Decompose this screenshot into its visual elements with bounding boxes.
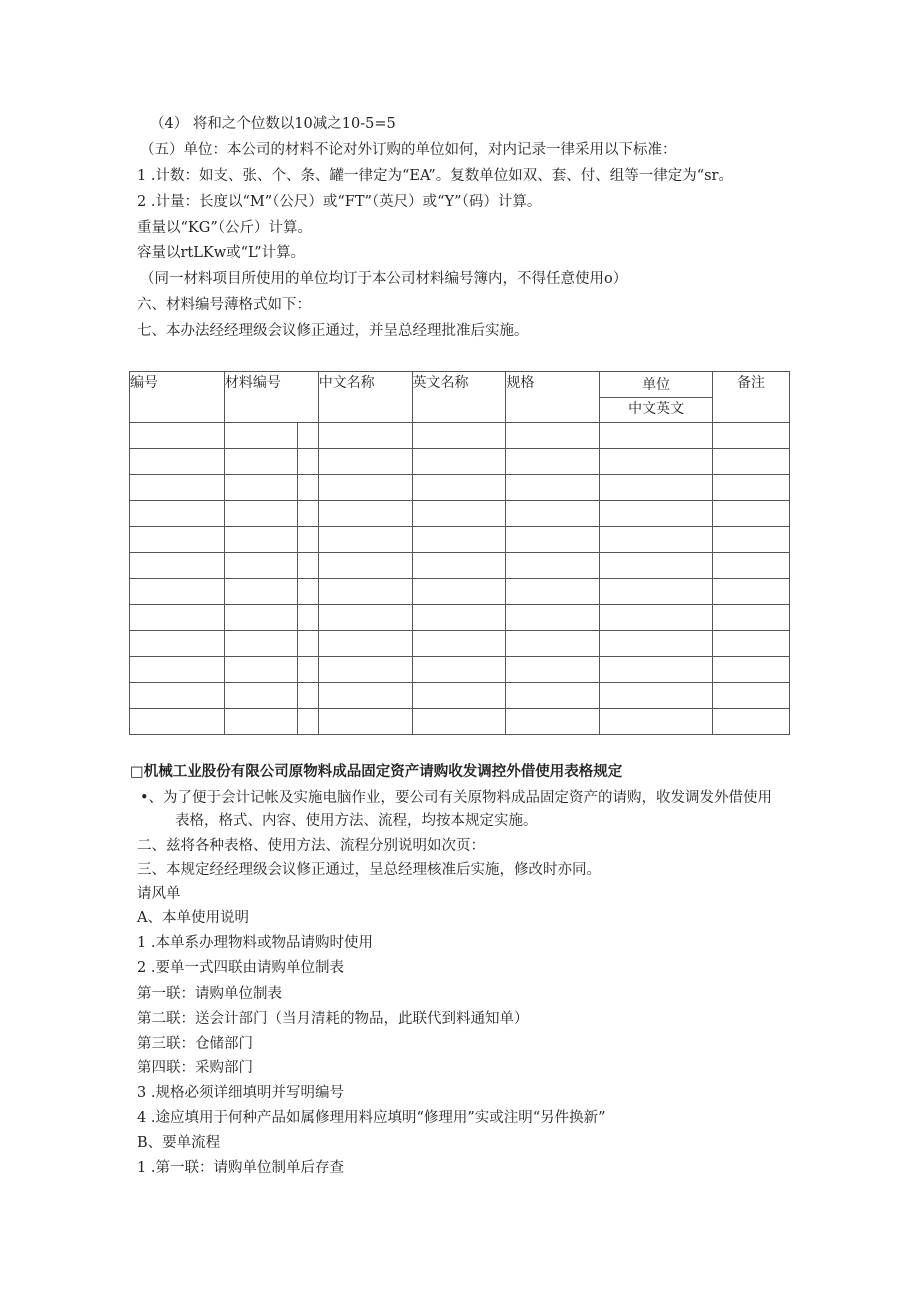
table-cell: [130, 657, 225, 683]
table-cell: [713, 423, 790, 449]
table-cell: [318, 553, 412, 579]
text-line: （五）单位：本公司的材料不论对外订购的单位如何，对内记录一律采用以下标准：: [140, 142, 677, 158]
unit-label: 单位: [600, 372, 712, 398]
table-row: [130, 423, 790, 449]
table-cell: [713, 501, 790, 527]
table-cell: [224, 475, 297, 501]
table-cell: [600, 449, 713, 475]
table-cell: [506, 449, 600, 475]
section-title: □机械工业股份有限公司原物料成品固定资产请购收发调控外借使用表格规定: [130, 764, 623, 780]
table-cell: [412, 709, 506, 735]
table-cell: [506, 605, 600, 631]
table-cell: [506, 657, 600, 683]
table-cell: [318, 631, 412, 657]
table-cell: [130, 709, 225, 735]
header-cell: 英文名称: [412, 372, 506, 423]
table-cell: [600, 423, 713, 449]
text-line: 三、本规定经经理级会议修正通过，呈总经理核准后实施，修改时亦同。: [137, 862, 601, 878]
text-line: 2 .计量：长度以“M”（公尺）或“FT”（英尺）或“Y”（码）计算。: [137, 194, 542, 210]
table-row: [130, 501, 790, 527]
table-cell: [130, 605, 225, 631]
text-line: 二、兹将各种表格、使用方法、流程分别说明如次页：: [137, 838, 485, 854]
table-cell: [297, 423, 318, 449]
table-cell: [600, 683, 713, 709]
table-cell: [600, 579, 713, 605]
table-cell: [297, 449, 318, 475]
table-cell: [130, 683, 225, 709]
table-cell: [412, 657, 506, 683]
table-cell: [506, 709, 600, 735]
table-cell: [224, 449, 297, 475]
table-cell: [130, 449, 225, 475]
table-cell: [224, 709, 297, 735]
table-cell: [412, 579, 506, 605]
table-cell: [600, 501, 713, 527]
table-cell: [224, 605, 297, 631]
text-line: 2 .要单一式四联由请购单位制表: [137, 960, 344, 976]
table-cell: [600, 631, 713, 657]
unit-sub-label: 中文英文: [628, 401, 685, 417]
table-cell: [506, 475, 600, 501]
text-line: 1 .第一联：请购单位制单后存查: [137, 1160, 344, 1176]
table-cell: [224, 579, 297, 605]
text-line: 七、本办法经经理级会议修正通过，并呈总经理批准后实施。: [137, 323, 529, 339]
table-cell: [318, 605, 412, 631]
text-line: A、本单使用说明: [137, 910, 249, 926]
table-cell: [297, 683, 318, 709]
text-line: 4 .途应填用于何种产品如属修理用料应填明“修理用”实或注明“另件换新”: [137, 1110, 606, 1126]
table-cell: [713, 475, 790, 501]
table-cell: [506, 683, 600, 709]
table-cell: [506, 527, 600, 553]
table-cell: [224, 501, 297, 527]
table-cell: [412, 423, 506, 449]
table-cell: [297, 553, 318, 579]
table-cell: [130, 501, 225, 527]
table-cell: [224, 657, 297, 683]
table-cell: [224, 631, 297, 657]
table-cell: [318, 449, 412, 475]
table-cell: [297, 475, 318, 501]
text-line: 第二联：送会计部门（当月清耗的物品，此联代到料通知单）: [137, 1011, 529, 1027]
table-cell: [318, 527, 412, 553]
table-cell: [130, 631, 225, 657]
table-cell: [412, 683, 506, 709]
table-cell: [713, 709, 790, 735]
table-cell: [713, 657, 790, 683]
table-cell: [713, 527, 790, 553]
text-line: 第四联：采购部门: [137, 1060, 253, 1076]
text-line: •、为了便于会计记帐及实施电脑作业，要公司有关原物料成品固定资产的请购，收发调发外借使用: [140, 790, 773, 806]
header-cell: 备注: [713, 372, 790, 423]
table-cell: [412, 475, 506, 501]
header-cell: 编号: [130, 372, 225, 423]
table-cell: [600, 657, 713, 683]
table-cell: [600, 553, 713, 579]
table-row: [130, 553, 790, 579]
table-cell: [130, 475, 225, 501]
table-row: [130, 475, 790, 501]
table-cell: [412, 449, 506, 475]
text-line: 六、材料编号薄格式如下：: [137, 297, 311, 313]
table-cell: [318, 709, 412, 735]
table-header-row: [130, 372, 790, 423]
table-cell: [318, 501, 412, 527]
table-cell: [224, 527, 297, 553]
table-cell: [713, 449, 790, 475]
table-cell: [600, 605, 713, 631]
table-cell: [506, 423, 600, 449]
text-line: 第三联：仓储部门: [137, 1036, 253, 1052]
table-cell: [412, 527, 506, 553]
table-row: [130, 605, 790, 631]
table-cell: [318, 423, 412, 449]
table-cell: [297, 501, 318, 527]
table-cell: [130, 579, 225, 605]
table-cell: [506, 553, 600, 579]
table-cell: [318, 657, 412, 683]
table-cell: [297, 657, 318, 683]
table-row: [130, 709, 790, 735]
table-cell: [130, 423, 225, 449]
table-cell: [713, 553, 790, 579]
header-cell: 规格: [506, 372, 600, 423]
header-cell: 中文名称: [318, 372, 412, 423]
text-line: 容量以rtLKw或“L”计算。: [137, 245, 306, 261]
table-row: [130, 657, 790, 683]
text-line: 表格，格式、内容、使用方法、流程，均按本规定实施。: [175, 813, 538, 829]
table-cell: [297, 527, 318, 553]
table-cell: [224, 423, 297, 449]
text-line: （4） 将和之个位数以10减之10-5=5: [150, 116, 396, 132]
table-cell: [600, 527, 713, 553]
text-line: 3 .规格必须详细填明并写明编号: [137, 1085, 344, 1101]
table-cell: [318, 683, 412, 709]
table-cell: [506, 501, 600, 527]
text-line: B、要单流程: [137, 1135, 221, 1151]
table-cell: [412, 605, 506, 631]
table-cell: [412, 501, 506, 527]
table-row: [130, 631, 790, 657]
table-cell: [297, 605, 318, 631]
text-line: 重量以“KG”（公斤）计算。: [137, 220, 312, 236]
table-cell: [600, 709, 713, 735]
table-cell: [318, 475, 412, 501]
table-cell: [318, 579, 412, 605]
table-cell: [130, 553, 225, 579]
table-cell: [506, 579, 600, 605]
text-line: 1 .计数：如支、张、个、条、罐一律定为“EA”。复数单位如双、套、付、组等一律定为“sr。: [137, 168, 733, 184]
table-row: [130, 527, 790, 553]
table-row: [130, 579, 790, 605]
table-cell: [297, 579, 318, 605]
table-cell: [297, 631, 318, 657]
table-cell: [297, 709, 318, 735]
header-cell: 材料编号: [224, 372, 318, 423]
table-cell: [600, 475, 713, 501]
table-cell: [506, 631, 600, 657]
text-line: 第一联：请购单位制表: [137, 986, 282, 1002]
table-cell: [412, 631, 506, 657]
table-cell: [713, 683, 790, 709]
table-cell: [130, 527, 225, 553]
text-line: 1 .本单系办理物料或物品请购时使用: [137, 935, 373, 951]
table-cell: [412, 553, 506, 579]
table-cell: [713, 579, 790, 605]
text-line: （同一材料项目所使用的单位均订于本公司材料编号簿内，不得任意使用o）: [140, 271, 628, 287]
table-cell: [224, 553, 297, 579]
material-code-table: [129, 371, 790, 735]
table-cell: [713, 605, 790, 631]
table-cell: [713, 631, 790, 657]
table-row: [130, 683, 790, 709]
header-cell-unit: [600, 372, 713, 423]
table-cell: [224, 683, 297, 709]
table-row: [130, 449, 790, 475]
text-line: 请风单: [137, 886, 181, 902]
